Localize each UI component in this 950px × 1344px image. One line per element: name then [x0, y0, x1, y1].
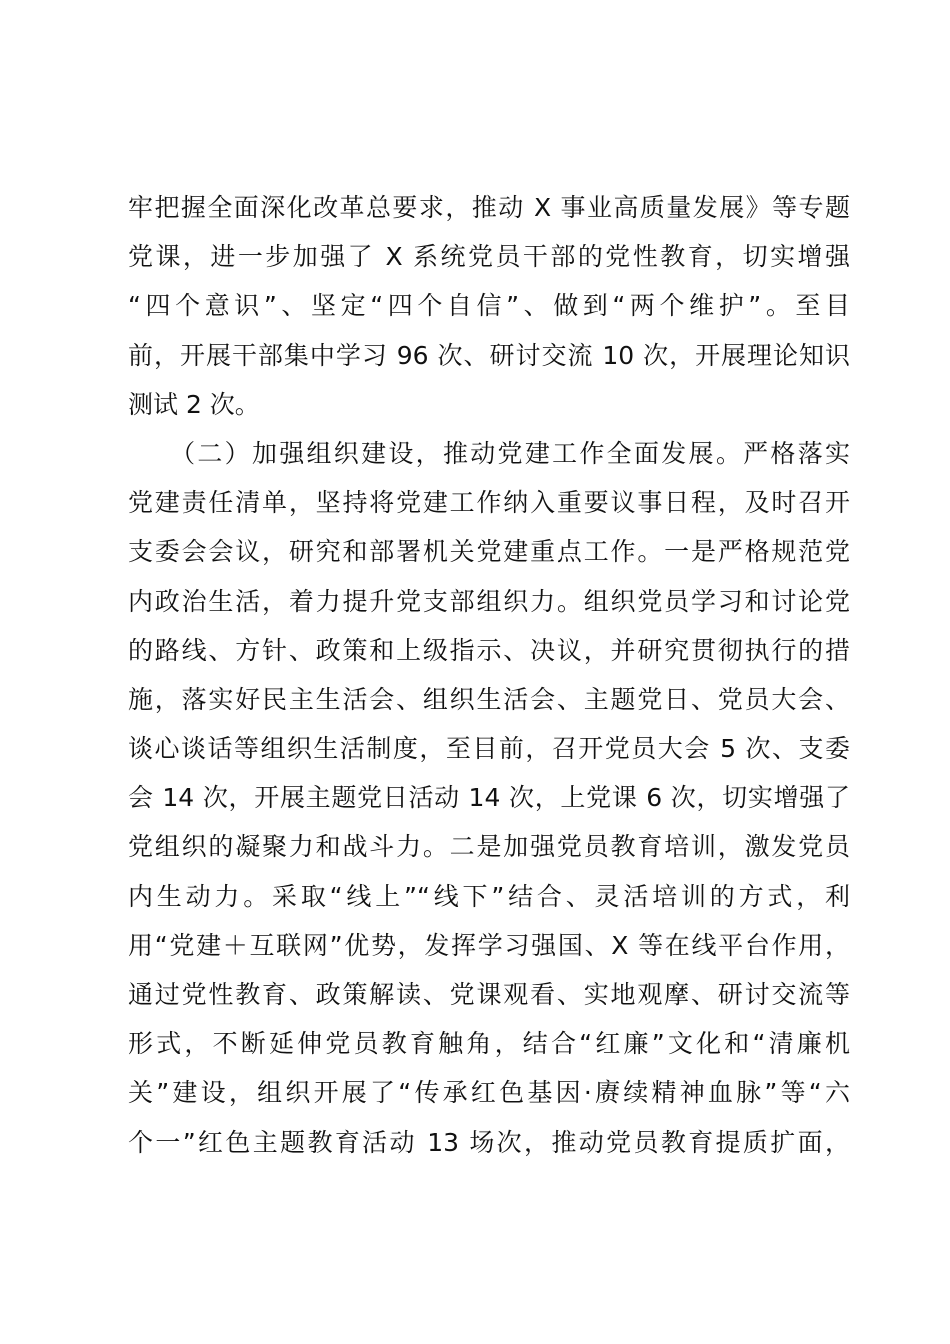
body-text: [128, 183, 850, 1167]
text-line: 党建责任清单，坚持将党建工作纳入重要议事日程，及时召开: [128, 488, 850, 518]
text-line: 会 14 次，开展主题党日活动 14 次，上党课 6 次，切实增强了: [128, 783, 850, 813]
text-line: 用“党建＋互联网”优势，发挥学习强国、X 等在线平台作用，: [128, 930, 850, 960]
text-line: “四个意识”、坚定“四个自信”、做到“两个维护”。至目: [128, 291, 850, 321]
text-line: 施，落实好民主生活会、组织生活会、主题党日、党员大会、: [128, 684, 850, 714]
text-line: 内生动力。采取“线上”“线下”结合、灵活培训的方式，利: [128, 881, 850, 911]
text-line: 形式，不断延伸党员教育触角，结合“红廉”文化和“清廉机: [128, 1029, 850, 1059]
text-line: 党课，进一步加强了 X 系统党员干部的党性教育，切实增强: [128, 242, 850, 272]
text-line: 关”建设，组织开展了“传承红色基因·赓续精神血脉”等“六: [128, 1078, 850, 1108]
text-line: 的路线、方针、政策和上级指示、决议，并研究贯彻执行的措: [128, 635, 850, 665]
text-line: 内政治生活，着力提升党支部组织力。组织党员学习和讨论党: [128, 586, 850, 616]
text-line: 测试 2 次。: [128, 389, 260, 419]
text-line: 牢把握全面深化改革总要求，推动 X 事业高质量发展》等专题: [128, 193, 850, 222]
text-line: 党组织的凝聚力和战斗力。二是加强党员教育培训，激发党员: [128, 832, 850, 862]
text-line: 通过党性教育、政策解读、党课观看、实地观摩、研讨交流等: [128, 980, 850, 1009]
text-line: 前，开展干部集中学习 96 次、研讨交流 10 次，开展理论知识: [128, 340, 850, 370]
text-line: 个一”红色主题教育活动 13 场次，推动党员教育提质扩面，: [128, 1127, 850, 1157]
text-line: 支委会会议，研究和部署机关党建重点工作。一是严格规范党: [128, 537, 850, 567]
text-line: 谈心谈话等组织生活制度，至目前，召开党员大会 5 次、支委: [128, 734, 850, 764]
text-line: （二）加强组织建设，推动党建工作全面发展。严格落实: [128, 438, 850, 468]
